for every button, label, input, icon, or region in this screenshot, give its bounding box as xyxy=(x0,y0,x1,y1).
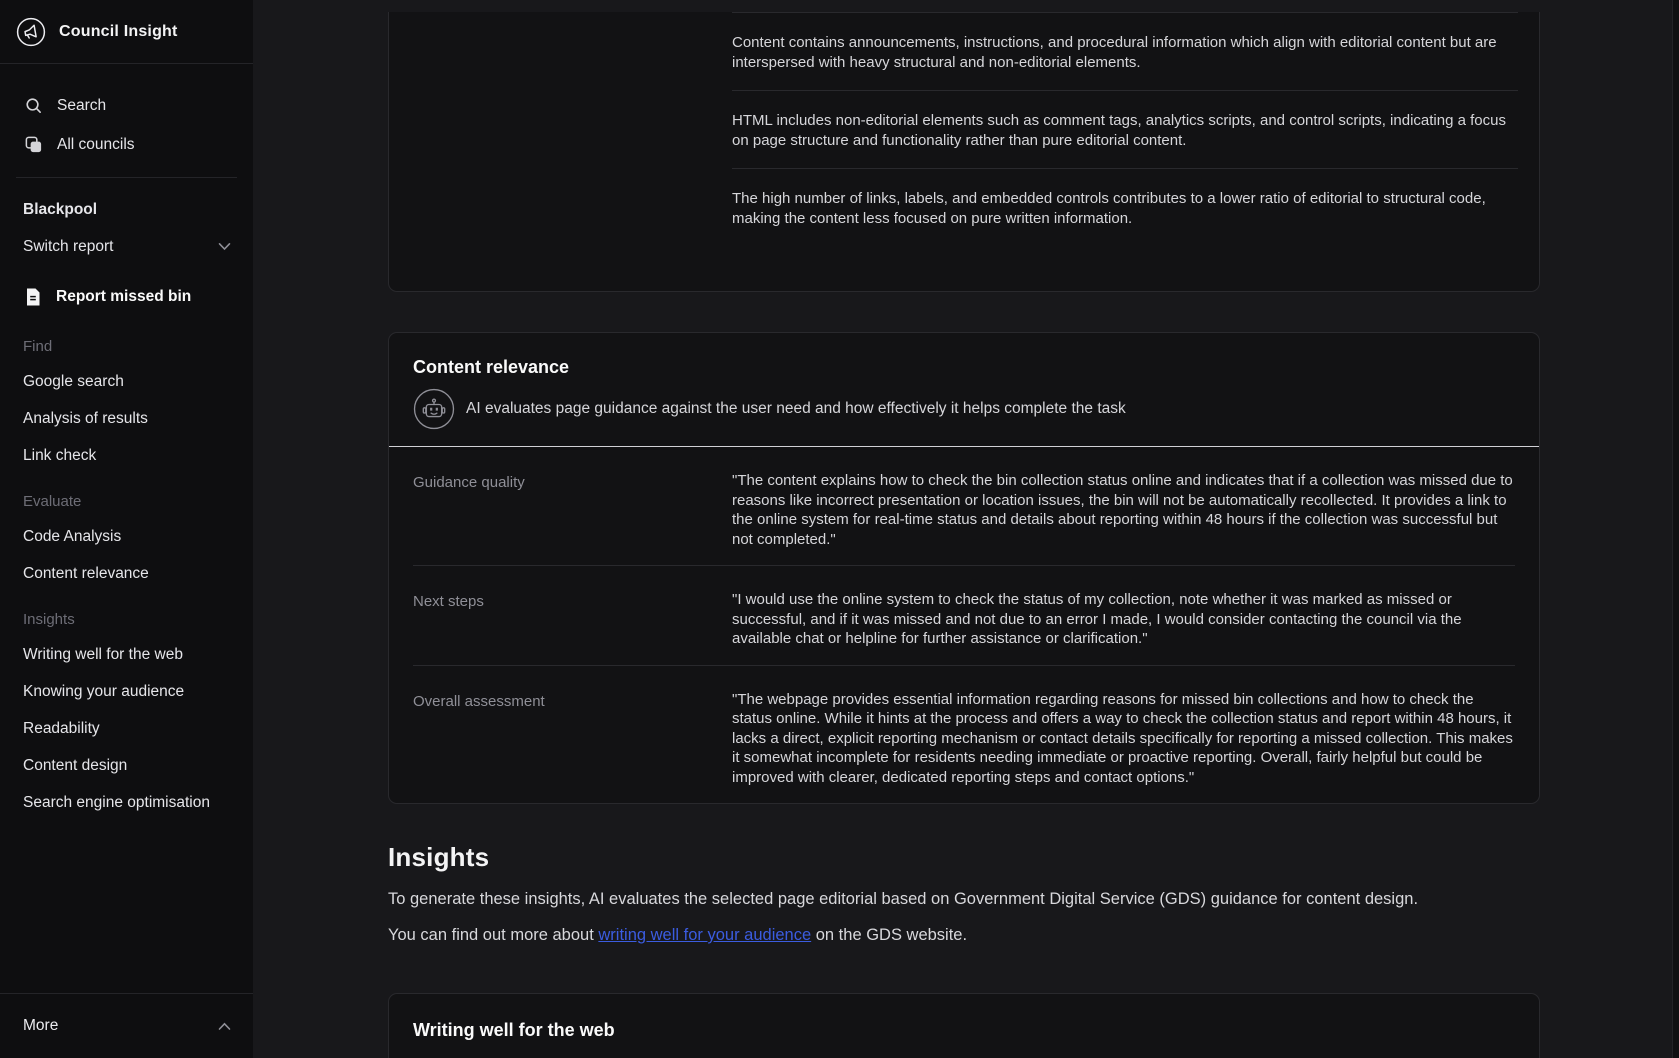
table-row-next-steps xyxy=(413,565,1515,665)
sidebar-item-content-relevance[interactable] xyxy=(0,555,253,592)
megaphone-logo-icon xyxy=(16,17,46,47)
row-label: Next steps xyxy=(413,593,484,610)
scrollbar[interactable] xyxy=(1672,0,1679,1058)
more-toggle[interactable] xyxy=(0,993,253,1058)
sidebar xyxy=(0,0,253,1058)
content-relevance-header xyxy=(389,333,1539,447)
insights-more-prefix: You can find out more about xyxy=(388,926,599,944)
row-label: Guidance quality xyxy=(413,474,525,491)
table-row-guidance-quality xyxy=(413,447,1515,565)
section-label-evaluate: Evaluate xyxy=(23,492,82,510)
main-content xyxy=(253,0,1679,1058)
sidebar-item-label: Search engine optimisation xyxy=(23,793,210,811)
sidebar-item-knowing-your-audience[interactable] xyxy=(0,673,253,710)
sidebar-item-content-design[interactable] xyxy=(0,747,253,784)
chevron-up-icon xyxy=(218,1022,231,1031)
analysis-paragraph: HTML includes non-editorial elements such as comment tags, analytics scripts, and control scripts, indicating a focus on page structure and functionality rather than pure editorial content. xyxy=(732,90,1518,168)
analysis-paragraph: The high number of links, labels, and embedded controls contributes to a lower ratio of editorial to structural code, making the content less focused on pure written information. xyxy=(732,168,1518,246)
sidebar-item-label: Google search xyxy=(23,372,124,390)
card-description: AI evaluates page guidance against the user need and how effectively it helps complete the task xyxy=(466,400,1126,417)
writing-well-card xyxy=(388,993,1540,1058)
sidebar-item-label: Link check xyxy=(23,446,97,464)
analysis-paragraph: Content contains announcements, instructions, and procedural information which align with editorial content but are interspersed with heavy structural and non-editorial elements. xyxy=(732,12,1518,90)
search-icon xyxy=(24,96,43,115)
sidebar-item-label: Content design xyxy=(23,756,128,774)
sidebar-item-report-missed-bin[interactable] xyxy=(0,275,253,319)
sidebar-item-council[interactable] xyxy=(0,191,253,228)
section-label-insights: Insights xyxy=(23,610,75,628)
sidebar-item-label: Code Analysis xyxy=(23,527,122,545)
sidebar-item-label: Content relevance xyxy=(23,564,149,582)
writing-well-link[interactable]: writing well for your audience xyxy=(598,926,812,944)
sidebar-item-label: Report missed bin xyxy=(56,288,192,305)
document-icon xyxy=(24,287,42,307)
table-row-overall-assessment xyxy=(413,665,1515,804)
card-title: Content relevance xyxy=(413,357,570,377)
sidebar-item-readability[interactable] xyxy=(0,710,253,747)
sidebar-item-seo[interactable] xyxy=(0,784,253,821)
sidebar-item-all-councils[interactable] xyxy=(0,125,253,164)
card-title: Writing well for the web xyxy=(413,1020,615,1040)
app-logo-row[interactable] xyxy=(0,0,253,64)
copy-icon xyxy=(24,135,43,154)
row-value: "The content explains how to check the bin collection status online and indicates that if a collection was missed due to reasons like incorrect presentation or location issues, the bin will not be automatically recollected. It provides a link to the online system for real-time status and details about reporting within 48 hours if the collection was successful but not completed." xyxy=(732,472,1513,548)
section-label-find: Find xyxy=(23,337,53,355)
sidebar-item-writing-well[interactable] xyxy=(0,636,253,673)
app-title: Council Insight xyxy=(59,22,178,40)
sidebar-item-label: Readability xyxy=(23,719,100,737)
sidebar-item-link-check[interactable] xyxy=(0,437,253,474)
insights-more-suffix: on the GDS website. xyxy=(811,926,968,944)
sidebar-item-code-analysis[interactable] xyxy=(0,518,253,555)
robot-icon xyxy=(413,388,455,430)
sidebar-item-label: Writing well for the web xyxy=(23,645,183,663)
sidebar-item-google-search[interactable] xyxy=(0,363,253,400)
switch-report-dropdown[interactable] xyxy=(0,228,253,265)
sidebar-item-analysis-of-results[interactable] xyxy=(0,400,253,437)
content-relevance-card xyxy=(388,332,1540,804)
row-label: Overall assessment xyxy=(413,692,545,710)
sidebar-nav xyxy=(0,64,253,993)
sidebar-item-label: Knowing your audience xyxy=(23,682,185,700)
sidebar-item-label: All councils xyxy=(57,135,135,153)
writing-well-header xyxy=(389,994,1539,1058)
insights-more xyxy=(388,925,1540,945)
chevron-down-icon xyxy=(218,242,231,251)
council-name: Blackpool xyxy=(23,200,98,218)
sidebar-divider xyxy=(16,177,237,178)
insights-intro: To generate these insights, AI evaluates the selected page editorial based on Government Digital Service (GDS) guidance for content design. xyxy=(388,890,1419,908)
row-value: "The webpage provides essential information regarding reasons for missed bin collections and how to check the status online. While it hints at the process and offers a way to check the collection status and report within 48 hours, it lacks a direct, explicit reporting mechanism or contact details specifically for reporting a missed collection. This makes it somewhat incomplete for residents needing immediate or proactive reporting. Overall, fairly helpful but could be improved with clearer, dedicated reporting steps and contact options." xyxy=(732,690,1513,786)
code-analysis-card xyxy=(388,12,1540,292)
switch-report-label: Switch report xyxy=(23,237,114,255)
sidebar-item-search[interactable] xyxy=(0,86,253,125)
sidebar-item-label: Search xyxy=(57,96,107,114)
row-value: "I would use the online system to check the status of my collection, note whether it was marked as missed or successful, and if it was missed and not due to an error I made, I would consider contacting the council via the available chat or helpline for further assistance or clarification." xyxy=(732,591,1462,647)
more-label: More xyxy=(23,1017,59,1034)
sidebar-item-label: Analysis of results xyxy=(23,409,148,427)
insights-heading: Insights xyxy=(388,842,490,872)
